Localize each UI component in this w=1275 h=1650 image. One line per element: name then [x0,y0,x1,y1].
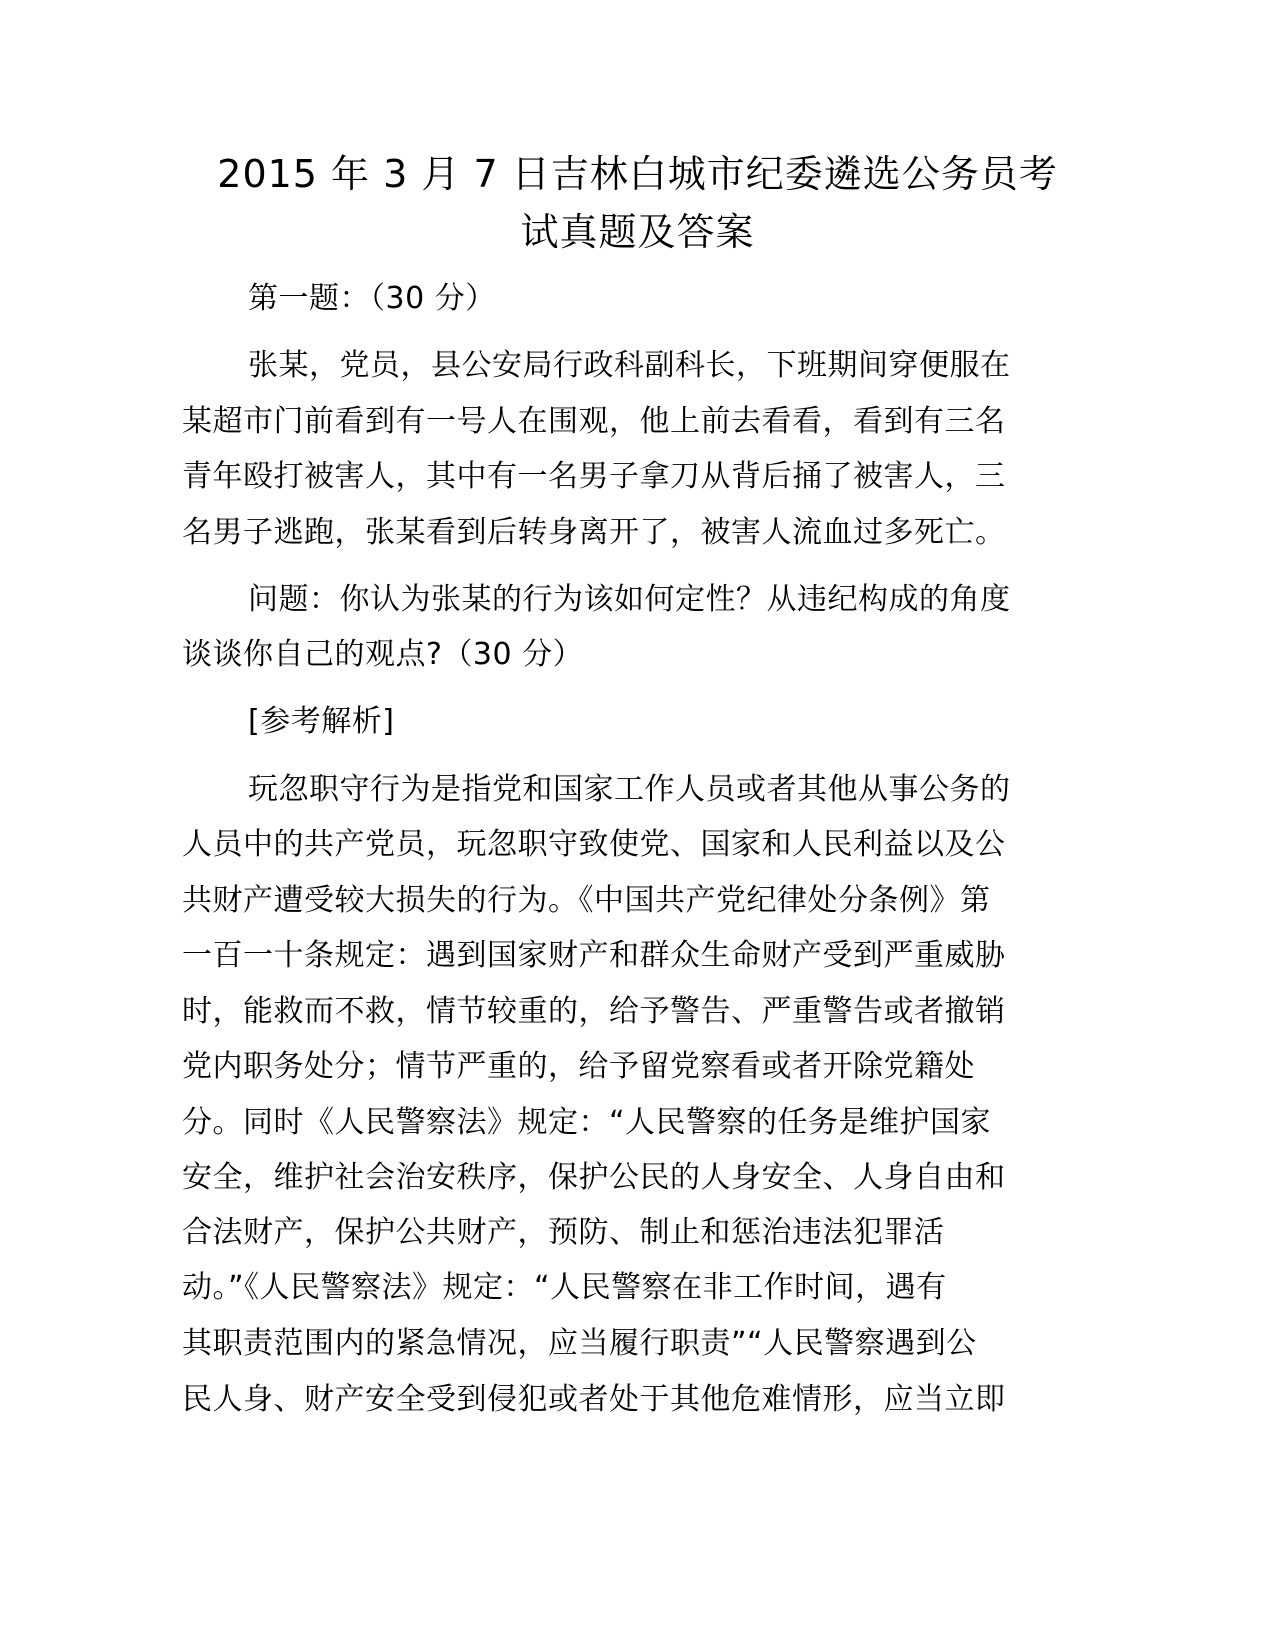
analysis-paragraph-line: 共财产遭受较大损失的行为。《中国共产党纪律处分条例》第 [182,883,991,918]
document-title-line-2: 试真题及答案 [520,210,755,254]
question-heading: 第一题：（30 分） [248,281,496,316]
analysis-paragraph-line: 分。同时《人民警察法》规定：“人民警察的任务是维护国家 [182,1105,992,1140]
analysis-paragraph-line: 民人身、财产安全受到侵犯或者处于其他危难情形，应当立即 [182,1382,1006,1417]
analysis-heading: [参考解析] [248,704,395,739]
document-title-line-1: 2015 年 3 月 7 日吉林白城市纪委遴选公务员考 [217,152,1058,196]
analysis-paragraph-line: 动。”《人民警察法》规定：“人民警察在非工作时间，遇有 [182,1270,947,1305]
analysis-paragraph-line: 一百一十条规定：遇到国家财产和群众生命财产受到严重威胁 [182,938,1006,973]
case-paragraph-line: 某超市门前看到有一号人在围观，他上前去看看，看到有三名 [182,404,1006,439]
case-paragraph-line: 青年殴打被害人，其中有一名男子拿刀从背后捅了被害人，三 [182,459,1006,494]
question-paragraph-line: 问题：你认为张某的行为该如何定性？从违纪构成的角度 [248,582,1011,617]
analysis-paragraph-line: 安全，维护社会治安秩序，保护公民的人身安全、人身自由和 [182,1160,1006,1195]
analysis-paragraph-line: 合法财产，保护公共财产，预防、制止和惩治违法犯罪活 [182,1215,945,1250]
analysis-paragraph-line: 其职责范围内的紧急情况，应当履行职责”“人民警察遇到公 [182,1326,977,1361]
question-paragraph-line: 谈谈你自己的观点?（30 分） [182,637,584,672]
analysis-paragraph-line: 人员中的共产党员，玩忽职守致使党、国家和人民利益以及公 [182,827,1006,862]
analysis-paragraph-line: 玩忽职守行为是指党和国家工作人员或者其他从事公务的 [248,772,1011,807]
analysis-paragraph-line: 时，能救而不救，情节较重的，给予警告、严重警告或者撤销 [182,994,1006,1029]
case-paragraph-line: 名男子逃跑，张某看到后转身离开了，被害人流血过多死亡。 [182,515,1006,550]
analysis-paragraph-line: 党内职务处分；情节严重的，给予留党察看或者开除党籍处 [182,1049,975,1084]
case-paragraph-line: 张某，党员，县公安局行政科副科长，下班期间穿便服在 [248,348,1011,383]
